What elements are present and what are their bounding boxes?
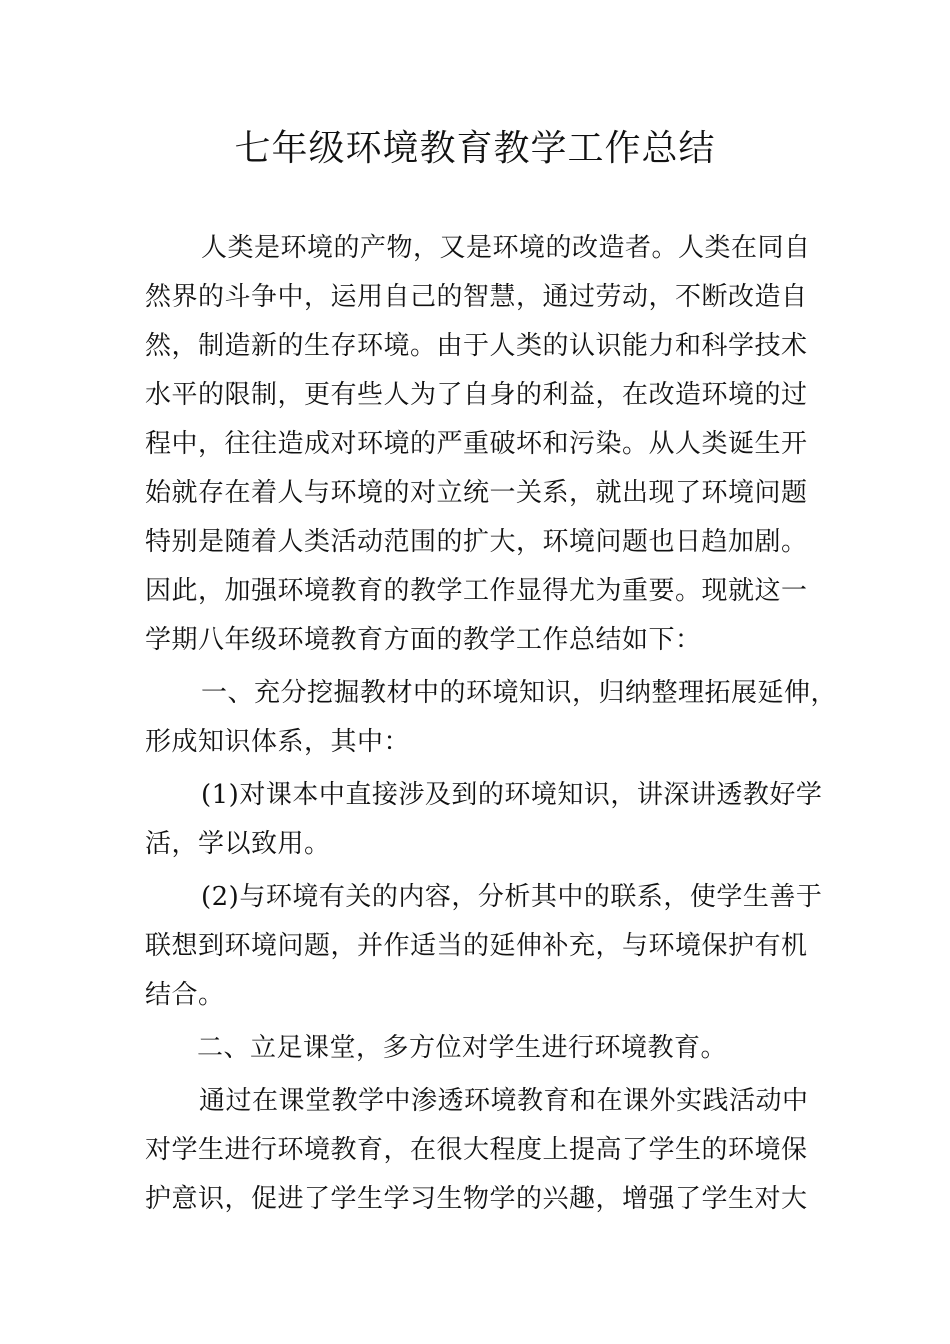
paragraph-line: 对学生进行环境教育，在很大程度上提高了学生的环境保 [145,1135,808,1165]
paragraph-line: 特别是随着人类活动范围的扩大，环境问题也日趋加剧。 [145,527,808,557]
paragraph-line: 因此，加强环境教育的教学工作显得尤为重要。现就这一 [145,576,808,606]
list-item-line: (1)对课本中直接涉及到的环境知识，讲深讲透教好学 [201,780,823,810]
paragraph-line: 人类是环境的产物，又是环境的改造者。人类在同自 [201,233,811,263]
paragraph-line: 始就存在着人与环境的对立统一关系，就出现了环境问题 [145,478,808,508]
document-title: 七年级环境教育教学工作总结 [234,128,716,169]
paragraph-line: 护意识，促进了学生学习生物学的兴趣，增强了学生对大 [145,1184,808,1214]
paragraph-line: 程中，往往造成对环境的严重破坏和污染。从人类诞生开 [145,429,808,459]
paragraph-line: 活，学以致用。 [145,829,331,859]
document-body [145,224,838,1224]
paragraph-line: 结合。 [145,980,225,1010]
section-heading-line: 二、立足课堂，多方位对学生进行环境教育。 [197,1033,728,1063]
paragraph-line: 通过在课堂教学中渗透环境教育和在课外实践活动中 [199,1086,809,1116]
paragraph-line: 形成知识体系，其中： [145,727,411,757]
list-item-line: (2)与环境有关的内容，分析其中的联系，使学生善于 [201,882,823,912]
paragraph-line: 水平的限制，更有些人为了自身的利益，在改造环境的过 [145,380,808,410]
paragraph-line: 然，制造新的生存环境。由于人类的认识能力和科学技术 [145,331,808,361]
paragraph-line: 联想到环境问题，并作适当的延伸补充，与环境保护有机 [145,931,808,961]
paragraph-line: 然界的斗争中，运用自己的智慧，通过劳动，不断改造自 [145,282,808,312]
paragraph-line: 学期八年级环境教育方面的教学工作总结如下： [145,625,702,655]
section-heading-line: 一、充分挖掘教材中的环境知识，归纳整理拓展延伸， [201,678,838,708]
